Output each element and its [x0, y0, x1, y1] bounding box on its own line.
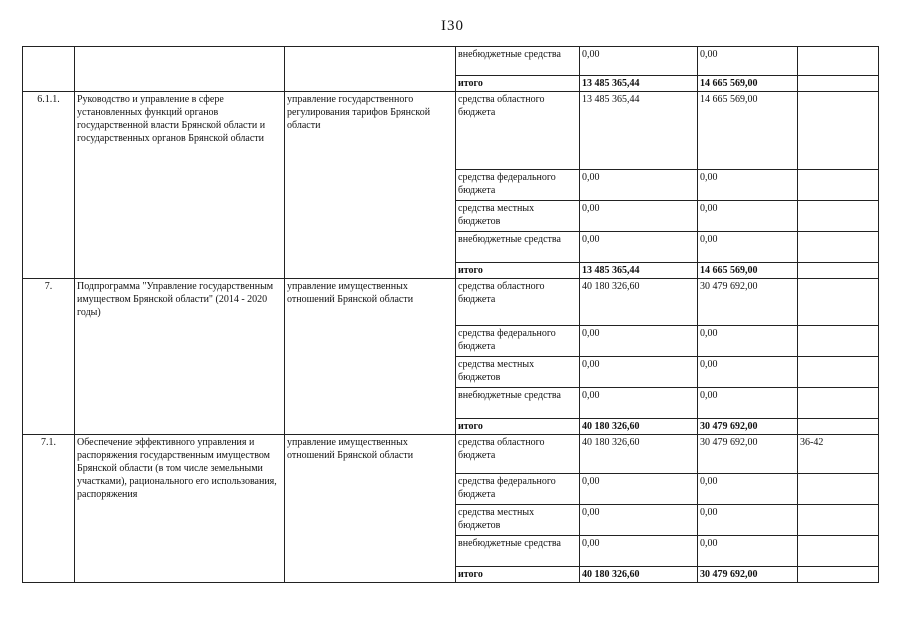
funding-source: итого [456, 263, 580, 279]
amount-year-2: 0,00 [698, 47, 798, 76]
amount-year-2: 0,00 [698, 357, 798, 388]
indicator-code [798, 47, 879, 76]
funding-source: средства местных бюджетов [456, 201, 580, 232]
page-number: I30 [441, 18, 464, 34]
amount-year-2: 0,00 [698, 201, 798, 232]
amount-year-2: 0,00 [698, 474, 798, 505]
indicator-code [798, 567, 879, 583]
indicator-code [798, 76, 879, 92]
amount-year-1: 40 180 326,60 [580, 567, 698, 583]
indicator-code [798, 326, 879, 357]
item-executor: управление имущественных отношений Брянской области [285, 435, 456, 583]
amount-year-1: 0,00 [580, 201, 698, 232]
funding-source: итого [456, 419, 580, 435]
indicator-code [798, 474, 879, 505]
funding-source: средства местных бюджетов [456, 357, 580, 388]
funding-source: средства местных бюджетов [456, 505, 580, 536]
amount-year-2: 0,00 [698, 326, 798, 357]
table-row [23, 435, 879, 474]
funding-source: средства федерального бюджета [456, 326, 580, 357]
amount-year-2: 30 479 692,00 [698, 435, 798, 474]
funding-source: средства областного бюджета [456, 92, 580, 170]
indicator-code [798, 505, 879, 536]
funding-source: средства федерального бюджета [456, 170, 580, 201]
budget-table [22, 46, 879, 583]
amount-year-1: 13 485 365,44 [580, 76, 698, 92]
amount-year-2: 30 479 692,00 [698, 279, 798, 326]
amount-year-1: 13 485 365,44 [580, 92, 698, 170]
amount-year-1: 0,00 [580, 388, 698, 419]
funding-source: внебюджетные средства [456, 47, 580, 76]
funding-source: внебюджетные средства [456, 388, 580, 419]
item-name: Обеспечение эффективного управления и распоряжения государственным имуществом Брянской области (в том числе земельными участками), рационального его использования, распоряжения [75, 435, 285, 583]
amount-year-1: 0,00 [580, 170, 698, 201]
indicator-code [798, 263, 879, 279]
amount-year-2: 14 665 569,00 [698, 92, 798, 170]
amount-year-1: 0,00 [580, 326, 698, 357]
indicator-code [798, 419, 879, 435]
table-row [23, 279, 879, 326]
amount-year-2: 0,00 [698, 388, 798, 419]
indicator-code: 36-42 [798, 435, 879, 474]
funding-source: средства федерального бюджета [456, 474, 580, 505]
amount-year-2: 0,00 [698, 232, 798, 263]
item-executor: управление имущественных отношений Брянской области [285, 279, 456, 435]
amount-year-1: 40 180 326,60 [580, 419, 698, 435]
funding-source: средства областного бюджета [456, 435, 580, 474]
indicator-code [798, 388, 879, 419]
indicator-code [798, 92, 879, 170]
item-number [23, 47, 75, 92]
amount-year-1: 0,00 [580, 232, 698, 263]
amount-year-1: 0,00 [580, 357, 698, 388]
funding-source: внебюджетные средства [456, 232, 580, 263]
amount-year-2: 0,00 [698, 505, 798, 536]
indicator-code [798, 279, 879, 326]
amount-year-1: 40 180 326,60 [580, 435, 698, 474]
amount-year-2: 0,00 [698, 170, 798, 201]
amount-year-2: 30 479 692,00 [698, 567, 798, 583]
funding-source: итого [456, 76, 580, 92]
item-executor: управление государственного регулирования тарифов Брянской области [285, 92, 456, 279]
item-name: Подпрограмма "Управление государственным имуществом Брянской области" (2014 - 2020 годы) [75, 279, 285, 435]
item-name [75, 47, 285, 92]
amount-year-2: 14 665 569,00 [698, 76, 798, 92]
item-number: 6.1.1. [23, 92, 75, 279]
amount-year-2: 30 479 692,00 [698, 419, 798, 435]
indicator-code [798, 232, 879, 263]
item-number: 7.1. [23, 435, 75, 583]
amount-year-1: 0,00 [580, 474, 698, 505]
amount-year-2: 0,00 [698, 536, 798, 567]
item-number: 7. [23, 279, 75, 435]
indicator-code [798, 170, 879, 201]
amount-year-1: 40 180 326,60 [580, 279, 698, 326]
amount-year-1: 0,00 [580, 505, 698, 536]
indicator-code [798, 357, 879, 388]
funding-source: средства областного бюджета [456, 279, 580, 326]
table-row [23, 47, 879, 76]
amount-year-2: 14 665 569,00 [698, 263, 798, 279]
table-row [23, 92, 879, 170]
funding-source: итого [456, 567, 580, 583]
amount-year-1: 13 485 365,44 [580, 263, 698, 279]
amount-year-1: 0,00 [580, 47, 698, 76]
item-executor [285, 47, 456, 92]
item-name: Руководство и управление в сфере установленных функций органов государственной власти Брянской области и государственных органов Брянской области [75, 92, 285, 279]
indicator-code [798, 201, 879, 232]
funding-source: внебюджетные средства [456, 536, 580, 567]
indicator-code [798, 536, 879, 567]
amount-year-1: 0,00 [580, 536, 698, 567]
